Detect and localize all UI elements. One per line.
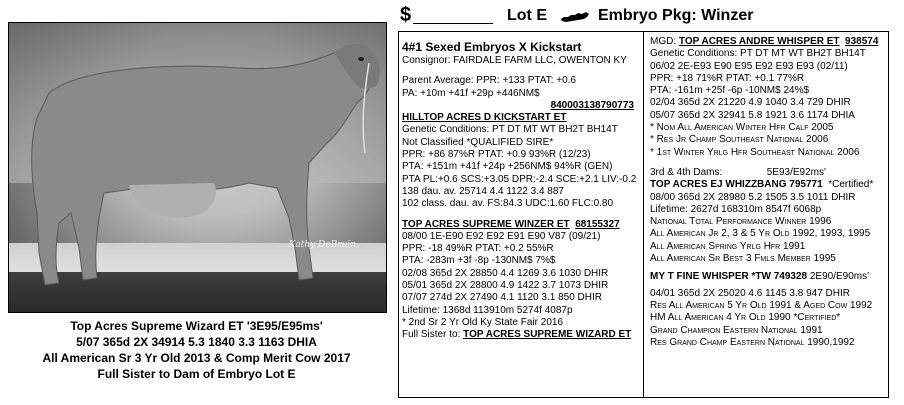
dams-score: 5E93/E92ms': [766, 166, 826, 178]
lot-header: [400, 4, 900, 26]
caption-line: 5/07 365d 2X 34914 5.3 1840 3.3 1163 DHIA: [76, 335, 317, 349]
dam-detail: 07/07 274d 2X 27490 4.1 1120 3.1 850 DHIR: [402, 292, 602, 304]
full-sister: [402, 329, 640, 341]
sire-detail: Not Classified *QUALIFIED SIRE*: [402, 136, 554, 148]
cow-photo: [8, 22, 387, 313]
fourth-dam-score: 2E90/E90ms': [809, 271, 870, 283]
column-divider: [643, 32, 644, 397]
left-column: [402, 32, 640, 342]
price-dollar-sign: $: [400, 4, 412, 26]
third-dam-detail: Lifetime: 2627d 168310m 8547f 6068p: [650, 203, 822, 215]
parent-average: Parent Average: PPR: +133 PTAT: +0.6: [402, 75, 576, 87]
mgd-detail: 05/07 365d 2X 32941 5.8 1921 3.6 1174 DHIA: [650, 109, 855, 121]
photographer-watermark: Kathy DeBruin: [288, 240, 356, 250]
lot-label: Lot E: [507, 7, 547, 24]
caption-line: All American Sr 3 Yr Old 2013 & Comp Merit Cow 2017: [42, 351, 351, 365]
third-dam-award: All American Jr 2, 3 & 5 Yr Old 1992, 1993, 1995: [650, 228, 871, 240]
third-dam-award: All American Spring Yrlg Hfr 1991: [650, 240, 806, 252]
third-dam-award: National Total Performance Winner 1996: [650, 216, 832, 228]
pedigree-box: [398, 31, 889, 398]
dam-heading: [402, 219, 640, 231]
mgd-award: * Res Jr Champ Southeast National 2006: [650, 134, 829, 146]
third-dam-heading: [650, 179, 888, 191]
fourth-dam-heading: [650, 271, 888, 283]
dam-detail: PPR: -18 49%R PTAT: +0.2 55%R: [402, 243, 554, 255]
mgd-heading: [650, 36, 888, 48]
sire-detail: PPR: +86 87%R PTAT: +0.9 93%R (12/23): [402, 149, 591, 161]
dam-detail: Lifetime: 1368d 113910m 5274f 4087p: [402, 304, 573, 316]
lot-title: 4#1 Sexed Embryos X Kickstart: [402, 40, 582, 54]
dam-name: TOP ACRES SUPREME WINZER ET: [402, 218, 570, 230]
mgd-name: TOP ACRES ANDRE WHISPER ET: [678, 36, 840, 47]
dam-award: * 2nd Sr 2 Yr Old Ky State Fair 2016: [402, 316, 564, 328]
dams-label: 3rd & 4th Dams:: [650, 166, 723, 178]
right-column: [650, 32, 888, 349]
mgd-detail: PPR: +18 71%R PTAT: +0.1 77%R: [650, 72, 805, 84]
dam-registration: 68155327: [575, 218, 620, 230]
sire-registration: 840003138790773: [550, 99, 634, 111]
photo-caption: [8, 318, 385, 382]
dam-detail: PTA: -283m +3f -8p -130NM$ 7%$: [402, 255, 556, 267]
fourth-dam-award: Res All American 5 Yr Old 1991 & Aged Cow 1992: [650, 299, 873, 311]
mgd-detail: Genetic Conditions: PT DT MT WT BH2T BH14T: [650, 48, 866, 60]
third-dam-award: All American Sr Best 3 Fmls Member 1995: [650, 253, 836, 265]
parent-average-pta: PA: +10m +41f +29p +446NM$: [402, 87, 540, 99]
fourth-dam-award: Res Grand Champ Eastern National 1990,1992: [650, 336, 855, 348]
mgd-detail: PTA: -161m +25f -6p -10NM$ 24%$: [650, 85, 810, 97]
mgd-detail: 06/02 2E-E93 E90 E95 E92 E93 E93 (02/11): [650, 60, 848, 72]
kentucky-state-icon: [560, 10, 590, 28]
price-blank-line: [413, 23, 493, 24]
consignor: Consignor: FAIRDALE FARM LLC, OWENTON KY: [402, 55, 627, 66]
dam-detail: 05/01 365d 2X 28800 4.9 1422 3.7 1073 DHIR: [402, 280, 609, 292]
mgd-award: * Nom All American Winter Hfr Calf 2005: [650, 122, 834, 134]
sire-name: HILLTOP ACRES D KICKSTART ET: [402, 112, 567, 124]
dams-heading: [650, 167, 888, 179]
jersey-cow-icon: [9, 23, 386, 312]
third-dam-certified: *Certified*: [828, 179, 874, 191]
sire-detail: PTA: +151m +41f +24p +256NM$ 94%R (GEN): [402, 161, 613, 173]
third-dam-detail: 08/00 365d 2X 28980 5.2 1505 3.5 1011 DHIR: [650, 191, 856, 203]
full-sister-name: TOP ACRES SUPREME WIZARD ET: [463, 329, 632, 341]
caption-line: Full Sister to Dam of Embryo Lot E: [97, 367, 296, 381]
sire-detail: PTA PL:+0.6 SCS:+3.05 DPR:-2.4 SCE:+2.1 LIV:-0.2: [402, 173, 637, 185]
mgd-detail: 02/04 365d 2X 21220 4.9 1040 3.4 729 DHIR: [650, 97, 851, 109]
fourth-dam-name: MY T FINE WHISPER *TW 749328: [650, 271, 808, 283]
third-dam-name: TOP ACRES EJ WHIZZBANG 795771: [650, 179, 823, 191]
fourth-dam-award: HM All American 4 Yr Old 1990 *Certified*: [650, 312, 841, 324]
fourth-dam-detail: 04/01 365d 2X 25020 4.6 1145 3.8 947 DHIR: [650, 287, 850, 299]
mgd-award: * 1st Winter Yrlg Hfr Southeast National 2006: [650, 146, 860, 158]
sire-detail: 138 dau. av. 25714 4.4 1122 3.4 887: [402, 185, 564, 197]
dam-detail: 02/08 365d 2X 28850 4.4 1269 3.6 1030 DHIR: [402, 267, 609, 279]
caption-line: Top Acres Supreme Wizard ET '3E95/E95ms': [70, 319, 323, 333]
sire-detail: 102 class. dau. av. FS:84.3 UDC:1.60 FLC:0.80: [402, 198, 614, 210]
full-sister-label: Full Sister to:: [402, 329, 464, 341]
mgd-registration: 938574: [845, 36, 879, 47]
dam-detail: 08/00 1E-E90 E92 E92 E91 E90 V87 (09/21): [402, 230, 601, 242]
sire-detail: Genetic Conditions: PT DT MT WT BH2T BH14T: [402, 124, 618, 136]
embryo-package-label: Embryo Pkg: Winzer: [598, 7, 754, 24]
fourth-dam-award: Grand Champion Eastern National 1991: [650, 324, 823, 336]
mgd-label: MGD:: [650, 36, 679, 47]
